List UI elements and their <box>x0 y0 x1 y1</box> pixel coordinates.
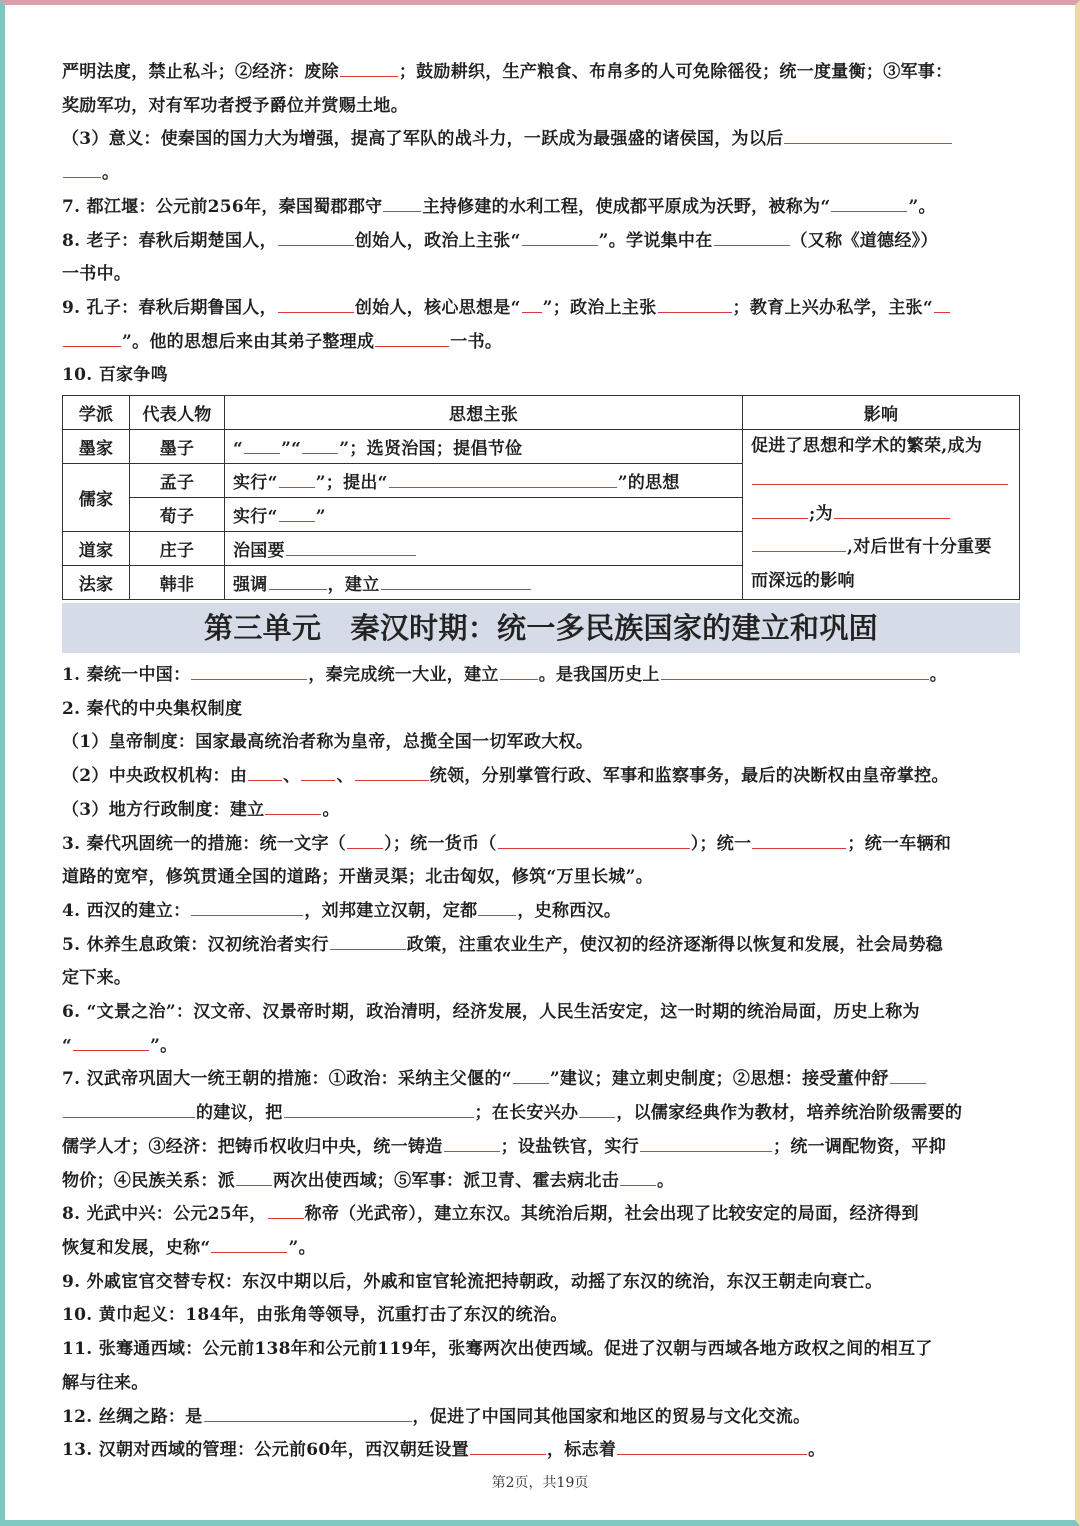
fill-in-blank[interactable] <box>383 194 421 212</box>
fill-in-blank[interactable] <box>640 1134 772 1152</box>
text-segment: ;为 <box>809 503 833 524</box>
text-segment: 严明法度，禁止私斗；②经济：废除 <box>62 62 339 82</box>
fill-in-blank[interactable] <box>211 1235 287 1253</box>
text-segment: 统领，分别掌管行政、军事和监察事务，最后的决断权由皇帝掌控。 <box>429 766 949 787</box>
line-western-han <box>62 895 1020 929</box>
fill-in-blank[interactable] <box>752 534 846 552</box>
text-segment: ，建立 <box>327 575 380 596</box>
line-military-reward <box>62 90 1020 124</box>
text-segment: 8. 光武中兴：公元25年， <box>62 1204 267 1225</box>
cell-idea <box>225 566 743 600</box>
text-segment: ”。他的思想后来由其弟子整理成 <box>122 331 375 352</box>
line-significance <box>62 123 1020 157</box>
text-segment: ，史称西汉。 <box>517 900 622 921</box>
text-segment: ，秦完成统一大业，建立 <box>308 665 499 686</box>
cell-idea <box>225 498 743 532</box>
fill-in-blank[interactable] <box>522 228 598 246</box>
line-guangwu <box>62 1198 1020 1232</box>
fill-in-blank[interactable] <box>752 467 1008 485</box>
text-segment: ”；选贤治国；提倡节俭 <box>339 439 523 460</box>
header-idea: 思想主张 <box>225 396 743 430</box>
fill-in-blank[interactable] <box>279 504 315 522</box>
line-qin-central <box>62 693 1020 727</box>
text-segment: ”；政治上主张 <box>542 297 657 318</box>
line-laozi <box>62 225 1020 259</box>
line-qin-measures <box>62 828 1020 862</box>
text-segment: ”。 <box>288 1237 316 1258</box>
text-segment: （1）皇帝制度：国家最高统治者称为皇帝，总揽全国一切军政大权。 <box>62 732 594 753</box>
text-segment: ，标志着 <box>546 1440 617 1461</box>
cell-idea <box>225 430 743 464</box>
text-segment: 创始人，核心思想是“ <box>354 297 521 318</box>
text-segment: 。 <box>929 665 948 686</box>
text-segment: 治国要 <box>233 541 285 562</box>
text-segment: （3）地方行政制度：建立 <box>62 799 265 820</box>
fill-in-blank[interactable] <box>340 59 398 77</box>
hundred-schools-table <box>62 395 1020 600</box>
cell-school: 墨家 <box>63 430 130 464</box>
cell-school: 道家 <box>63 532 130 566</box>
cell-person: 墨子 <box>130 430 225 464</box>
fill-in-blank[interactable] <box>302 436 338 454</box>
header-school: 学派 <box>63 396 130 430</box>
text-segment: 9. 外戚宦官交替专权：东汉中期以后，外戚和宦官轮流把持朝政，动摇了东汉的统治，东汉王朝走向衰亡。 <box>62 1271 883 1292</box>
line-zhangqian-cont <box>62 1367 1020 1401</box>
line-western-regions <box>62 1434 1020 1468</box>
fill-in-blank[interactable] <box>330 932 406 950</box>
fill-in-blank[interactable] <box>63 329 121 347</box>
text-segment: 创始人，政治上主张“ <box>354 230 521 251</box>
cell-influence <box>743 430 1020 600</box>
text-segment: ；统一调配物资，平抑 <box>773 1136 947 1157</box>
header-influence: 影响 <box>743 396 1020 430</box>
text-segment: 5. 休养生息政策：汉初统治者实行 <box>62 934 329 955</box>
fill-in-blank[interactable] <box>279 470 315 488</box>
fill-in-blank[interactable] <box>375 329 449 347</box>
line-wudi-4 <box>62 1165 1020 1199</box>
fill-in-blank[interactable] <box>444 1134 500 1152</box>
cell-person: 庄子 <box>130 532 225 566</box>
text-segment: 7. 汉武帝巩固大一统王朝的措施：①政治：采纳主父偃的“ <box>62 1069 512 1090</box>
text-segment: 10. 黄巾起义：184年，由张角等领导，沉重打击了东汉的统治。 <box>62 1305 568 1326</box>
fill-in-blank[interactable] <box>513 1066 549 1084</box>
text-segment: 11. 张骞通西域：公元前138年和公元前119年，张骞两次出使西域。促进了汉朝与西域各地方政权之间的相互了 <box>62 1339 933 1360</box>
text-segment: “ <box>62 1035 73 1056</box>
fill-in-blank[interactable] <box>834 501 950 519</box>
fill-in-blank[interactable] <box>248 763 282 781</box>
line-laozi-cont <box>62 258 1020 292</box>
text-segment: ”。学说集中在 <box>598 230 713 251</box>
text-segment: ”建议；建立刺史制度；②思想：接受董仲舒 <box>549 1069 889 1090</box>
cell-school: 法家 <box>63 566 130 600</box>
text-segment: 奖励军功，对有军功者授予爵位并赏赐土地。 <box>62 95 408 116</box>
fill-in-blank[interactable] <box>831 194 907 212</box>
cell-person: 孟子 <box>130 464 225 498</box>
fill-in-blank[interactable] <box>617 1437 807 1455</box>
text-segment: 9. 孔子：春秋后期鲁国人， <box>62 297 277 318</box>
fill-in-blank[interactable] <box>73 1033 149 1051</box>
section-unit3 <box>62 659 1020 1468</box>
line-central-organs <box>62 760 1020 794</box>
line-yellow-turban <box>62 1299 1020 1333</box>
line-recuperation-cont <box>62 962 1020 996</box>
fill-in-blank[interactable] <box>784 126 952 144</box>
line-recuperation <box>62 929 1020 963</box>
fill-in-blank[interactable] <box>286 538 416 556</box>
fill-in-blank[interactable] <box>204 1404 412 1422</box>
text-segment: 2. 秦代的中央集权制度 <box>62 698 243 719</box>
fill-in-blank[interactable] <box>389 470 617 488</box>
text-segment: ）；统一货币（ <box>384 833 497 854</box>
text-segment: ；在长安兴办 <box>474 1103 579 1124</box>
fill-in-blank[interactable] <box>347 831 383 849</box>
text-segment: ”；提出“ <box>315 473 388 494</box>
text-segment: 。 <box>102 163 120 184</box>
text-segment: ；教育上兴办私学，主张“ <box>732 297 933 318</box>
fill-in-blank[interactable] <box>661 662 929 680</box>
text-segment: 的建议，把 <box>196 1103 283 1124</box>
fill-in-blank[interactable] <box>236 1168 272 1186</box>
line-zhangqian <box>62 1333 1020 1367</box>
text-segment: ”的思想 <box>617 473 680 494</box>
text-segment: ；鼓励耕织，生产粮食、布帛多的人可免除徭役；统一度量衡；③军事： <box>398 62 953 82</box>
cell-person: 韩非 <box>130 566 225 600</box>
text-segment: 称帝（光武帝），建立东汉。其统治后期，社会出现了比较安定的局面，经济得到 <box>304 1204 919 1225</box>
table-row <box>63 430 1020 464</box>
text-segment: 。 <box>657 1170 675 1191</box>
fill-in-blank[interactable] <box>522 295 542 313</box>
fill-in-blank[interactable] <box>470 1437 546 1455</box>
text-segment: ，以儒家经典作为教材，培养统治阶级需要的 <box>616 1103 963 1124</box>
influence-line <box>751 565 1011 599</box>
line-silk-road <box>62 1401 1020 1435</box>
text-segment: 1. 秦统一中国： <box>62 665 191 686</box>
text-segment: ；设盐铁官，实行 <box>500 1136 640 1157</box>
fill-in-blank[interactable] <box>934 295 950 313</box>
text-segment: 4. 西汉的建立： <box>62 900 191 921</box>
text-segment: 一书。 <box>450 331 503 352</box>
text-segment: ”“ <box>281 439 302 460</box>
fill-in-blank[interactable] <box>278 295 354 313</box>
text-segment: 物价；④民族关系：派 <box>62 1170 235 1191</box>
line-wudi-1 <box>62 1063 1020 1097</box>
text-segment: 解与往来。 <box>62 1372 149 1393</box>
text-segment: 政策，注重农业生产，使汉初的经济逐渐得以恢复和发展，社会局势稳 <box>406 934 944 955</box>
text-segment: 强调 <box>233 575 268 596</box>
text-segment: 一书中。 <box>62 264 132 285</box>
text-segment: 。 <box>808 1440 826 1461</box>
line-wudi-2 <box>62 1097 1020 1131</box>
fill-in-blank[interactable] <box>355 763 429 781</box>
fill-in-blank[interactable] <box>269 572 327 590</box>
line-significance-cont <box>62 157 1020 191</box>
text-segment: 。是我国历史上 <box>538 665 660 686</box>
page-number-footer: 第2页，共19页 <box>491 1475 589 1491</box>
fill-in-blank[interactable] <box>381 572 531 590</box>
fill-in-blank[interactable] <box>714 228 790 246</box>
fill-in-blank[interactable] <box>278 228 354 246</box>
fill-in-blank[interactable] <box>658 295 732 313</box>
fill-in-blank[interactable] <box>478 898 516 916</box>
table-header-row <box>63 396 1020 430</box>
influence-line <box>751 531 1011 565</box>
line-guangwu-cont <box>62 1232 1020 1266</box>
fill-in-blank[interactable] <box>63 1100 195 1118</box>
cell-school: 儒家 <box>63 464 130 532</box>
fill-in-blank[interactable] <box>500 662 538 680</box>
text-segment: 。 <box>322 799 340 820</box>
text-segment: ）；统一 <box>690 833 752 854</box>
line-local-admin <box>62 794 1020 828</box>
text-segment: ，刘邦建立汉朝，定都 <box>304 900 478 921</box>
text-segment: 道路的宽窄，修筑贯通全国的道路；开凿灵渠；北击匈奴，修筑“万里长城”。 <box>62 867 654 888</box>
line-qin-unification <box>62 659 1020 693</box>
text-segment: 8. 老子：春秋后期楚国人， <box>62 230 277 251</box>
text-segment: “ <box>233 439 244 460</box>
fill-in-blank[interactable] <box>620 1168 656 1186</box>
fill-in-blank[interactable] <box>579 1100 615 1118</box>
text-segment: 7. 都江堰：公元前256年，秦国蜀郡郡守 <box>62 196 383 217</box>
text-segment: （2）中央政权机构：由 <box>62 766 248 787</box>
text-segment: 、 <box>283 766 301 787</box>
text-segment: 、 <box>336 766 354 787</box>
text-segment: 而深远的影响 <box>751 571 855 592</box>
fill-in-blank[interactable] <box>301 763 335 781</box>
fill-in-blank[interactable] <box>191 898 303 916</box>
line-confucius <box>62 292 1020 326</box>
text-segment: ” <box>315 507 326 528</box>
fill-in-blank[interactable] <box>752 831 846 849</box>
text-segment: 3. 秦代巩固统一的措施：统一文字（ <box>62 833 347 854</box>
header-person: 代表人物 <box>130 396 225 430</box>
text-segment: （又称《道德经》） <box>790 230 938 251</box>
text-segment: 12. 丝绸之路：是 <box>62 1406 203 1427</box>
line-legalism-reform <box>62 56 1020 90</box>
text-segment: 主持修建的水利工程，使成都平原成为沃野，被称为“ <box>422 196 831 217</box>
text-segment: 10. 百家争鸣 <box>62 365 168 386</box>
influence-line <box>751 430 1011 464</box>
text-segment: 实行“ <box>233 473 278 494</box>
text-segment: ”。 <box>150 1035 178 1056</box>
fill-in-blank[interactable] <box>268 1201 304 1219</box>
text-segment: （3）意义：使秦国的国力大为增强，提高了军队的战斗力，一跃成为最强盛的诸侯国，为以后 <box>62 129 784 150</box>
line-confucius-cont <box>62 326 1020 360</box>
fill-in-blank[interactable] <box>890 1066 926 1084</box>
text-segment: 实行“ <box>233 507 278 528</box>
line-qin-measures-cont <box>62 861 1020 895</box>
text-segment: 恢复和发展，史称“ <box>62 1237 211 1258</box>
cell-person: 荀子 <box>130 498 225 532</box>
text-segment: 促进了思想和学术的繁荣,成为 <box>751 436 983 457</box>
fill-in-blank[interactable] <box>752 501 808 519</box>
text-segment: 两次出使西域；⑤军事：派卫青、霍去病北击 <box>273 1170 619 1191</box>
text-segment: ”。 <box>908 196 936 217</box>
section-unit2-tail <box>62 56 1020 393</box>
text-segment: ；统一车辆和 <box>847 833 952 854</box>
line-wenjing <box>62 996 1020 1030</box>
fill-in-blank[interactable] <box>63 160 101 178</box>
line-dujiangyan <box>62 191 1020 225</box>
unit3-title-banner: 第三单元 秦汉时期：统一多民族国家的建立和巩固 <box>62 603 1020 653</box>
text-segment: ，促进了中国同其他国家和地区的贸易与文化交流。 <box>412 1406 811 1427</box>
fill-in-blank[interactable] <box>265 797 321 815</box>
cell-idea <box>225 464 743 498</box>
text-segment: 儒学人才；③经济：把铸币权收归中央，统一铸造 <box>62 1136 443 1157</box>
fill-in-blank[interactable] <box>244 436 280 454</box>
line-hundred-schools <box>62 359 1020 393</box>
line-emperor-system <box>62 726 1020 760</box>
cell-idea <box>225 532 743 566</box>
fill-in-blank[interactable] <box>498 831 690 849</box>
text-segment: 13. 汉朝对西域的管理：公元前60年，西汉朝廷设置 <box>62 1440 469 1461</box>
influence-line <box>751 498 1011 532</box>
text-segment: 6. “文景之治”：汉文帝、汉景帝时期，政治清明，经济发展，人民生活安定，这一时期的统治局面，历史上称为 <box>62 1002 920 1023</box>
line-eunuchs <box>62 1266 1020 1300</box>
text-segment: 定下来。 <box>62 968 132 989</box>
fill-in-blank[interactable] <box>284 1100 474 1118</box>
line-wenjing-cont <box>62 1030 1020 1064</box>
text-segment: ,对后世有十分重要 <box>847 537 992 558</box>
fill-in-blank[interactable] <box>191 662 307 680</box>
influence-line <box>751 464 1011 498</box>
document-body <box>62 56 1020 1468</box>
line-wudi-3 <box>62 1131 1020 1165</box>
